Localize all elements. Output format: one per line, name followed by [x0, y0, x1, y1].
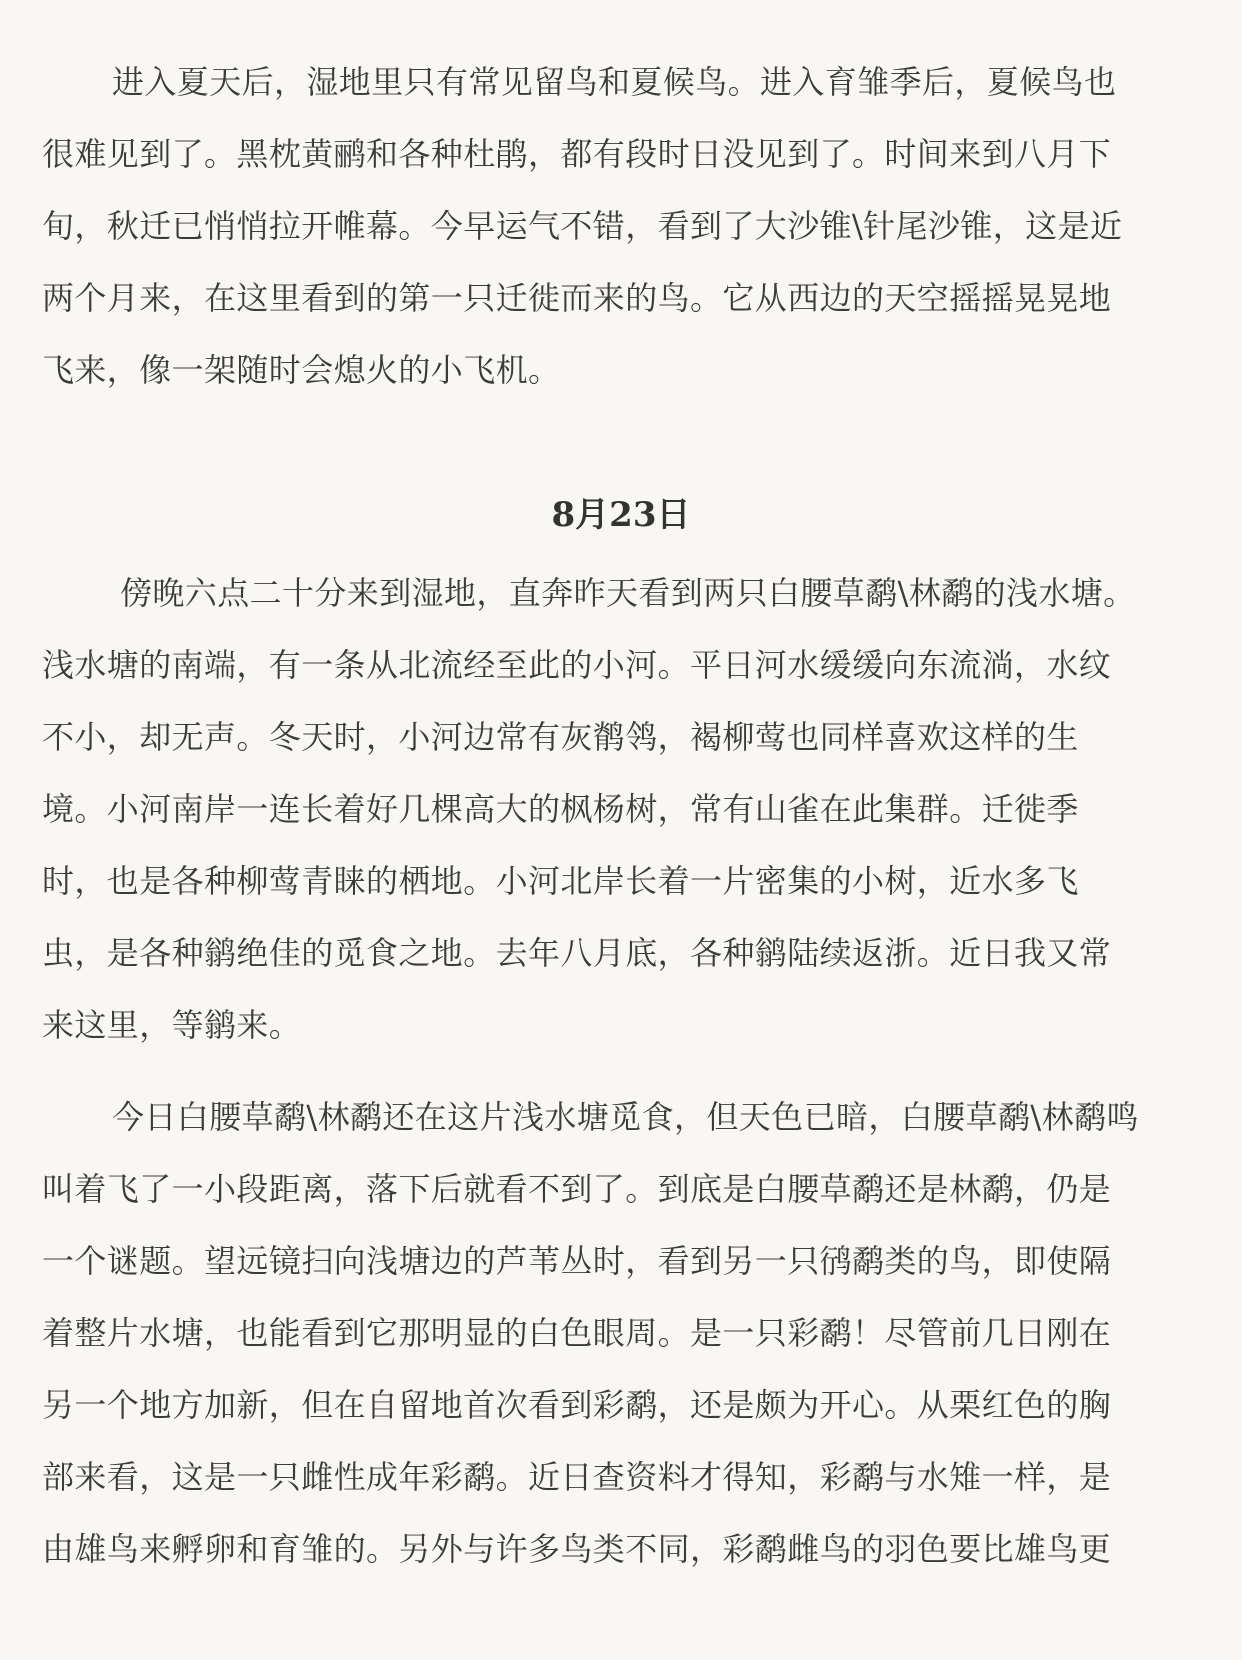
paragraph-2-line-3: 不小，却无声。冬天时，小河边常有灰鹡鸰，褐柳莺也同样喜欢这样的生 — [42, 718, 1079, 756]
paragraph-3-line-7: 由雄鸟来孵卵和育雏的。另外与许多鸟类不同，彩鹬雌鸟的羽色要比雄鸟更 — [42, 1530, 1112, 1568]
paragraph-2-line-1: 傍晚六点二十分来到湿地，直奔昨天看到两只白腰草鹬\林鹬的浅水塘。 — [120, 574, 1136, 612]
paragraph-3-line-6: 部来看，这是一只雌性成年彩鹬。近日查资料才得知，彩鹬与水雉一样，是 — [42, 1458, 1112, 1496]
paragraph-2-line-2: 浅水塘的南端，有一条从北流经至此的小河。平日河水缓缓向东流淌，水纹 — [42, 646, 1112, 684]
paragraph-3-line-3: 一个谜题。望远镜扫向浅塘边的芦苇丛时，看到另一只鸻鹬类的鸟，即使隔 — [42, 1242, 1112, 1280]
paragraph-1-line-4: 两个月来，在这里看到的第一只迁徙而来的鸟。它从西边的天空摇摇晃晃地 — [42, 279, 1112, 317]
date-heading: 8月23日 — [551, 495, 691, 535]
paragraph-1-line-5: 飞来，像一架随时会熄火的小飞机。 — [42, 351, 561, 389]
paragraph-2-line-6: 虫，是各种鹟绝佳的觅食之地。去年八月底，各种鹟陆续返浙。近日我又常 — [42, 934, 1112, 972]
paragraph-3-line-1: 今日白腰草鹬\林鹬还在这片浅水塘觅食，但天色已暗，白腰草鹬\林鹬鸣 — [112, 1098, 1139, 1136]
paragraph-2-line-4: 境。小河南岸一连长着好几棵高大的枫杨树，常有山雀在此集群。迁徙季 — [42, 790, 1079, 828]
paragraph-2-line-7: 来这里，等鹟来。 — [42, 1006, 302, 1044]
paragraph-3-line-5: 另一个地方加新，但在自留地首次看到彩鹬，还是颇为开心。从栗红色的胸 — [42, 1386, 1112, 1424]
paragraph-3-line-4: 着整片水塘，也能看到它那明显的白色眼周。是一只彩鹬！尽管前几日刚在 — [42, 1314, 1112, 1352]
paragraph-1-line-2: 很难见到了。黑枕黄鹂和各种杜鹃，都有段时日没见到了。时间来到八月下 — [42, 135, 1112, 173]
paragraph-3-line-2: 叫着飞了一小段距离，落下后就看不到了。到底是白腰草鹬还是林鹬，仍是 — [42, 1170, 1112, 1208]
paragraph-1-line-1: 进入夏天后，湿地里只有常见留鸟和夏候鸟。进入育雏季后，夏候鸟也 — [112, 63, 1117, 101]
paragraph-2-line-5: 时，也是各种柳莺青睐的栖地。小河北岸长着一片密集的小树，近水多飞 — [42, 862, 1079, 900]
paragraph-1-line-3: 旬，秋迁已悄悄拉开帷幕。今早运气不错，看到了大沙锥\针尾沙锥，这是近 — [42, 207, 1123, 245]
